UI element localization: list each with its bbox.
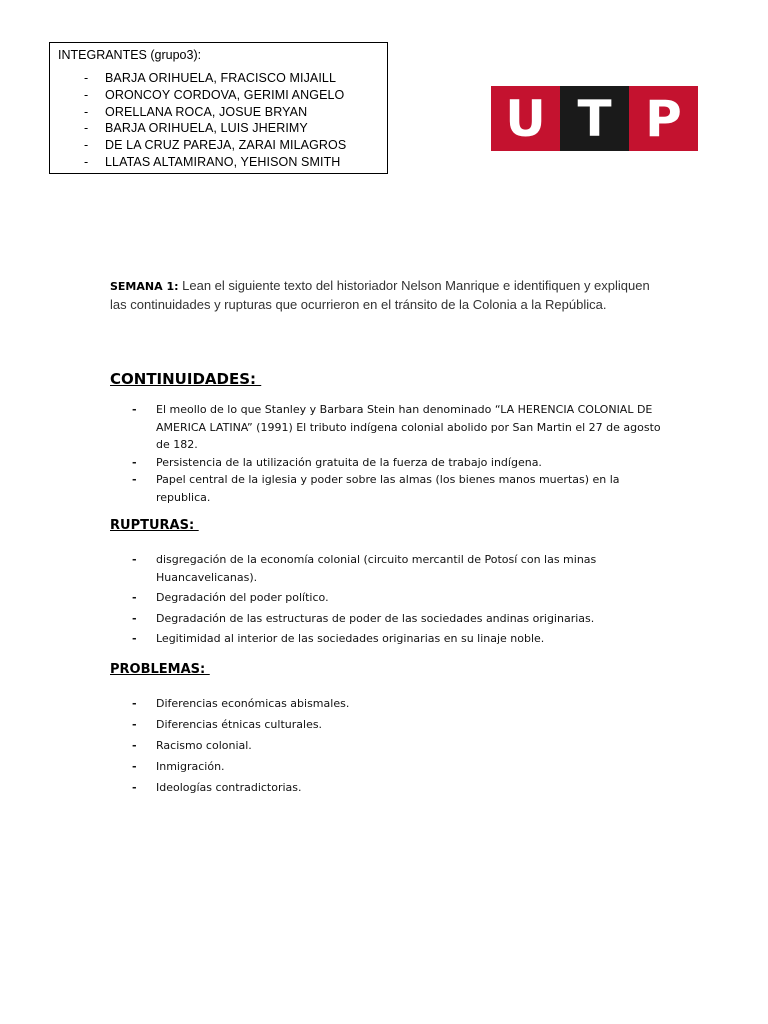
logo-cell-u	[491, 86, 560, 151]
member-bullet: -	[84, 154, 89, 169]
bullet-dash: -	[132, 632, 137, 645]
member-name: ORELLANA ROCA, JOSUE BRYAN	[105, 104, 308, 119]
continuidades-list	[132, 401, 666, 506]
bullet-dash: -	[132, 403, 137, 416]
member-bullet: -	[84, 87, 89, 102]
bullet-dash: -	[132, 781, 137, 794]
bullet-dash: -	[132, 718, 137, 731]
list-item	[132, 758, 666, 776]
item-text: Inmigración.	[156, 760, 225, 773]
item-text: Racismo colonial.	[156, 739, 252, 752]
member-name: ORONCOY CORDOVA, GERIMI ANGELO	[105, 87, 345, 102]
member-item	[58, 154, 387, 171]
rupturas-list	[132, 551, 666, 651]
item-text: Legitimidad al interior de las sociedades originarias en su linaje noble.	[156, 632, 545, 645]
list-item	[132, 551, 666, 586]
member-item	[58, 87, 387, 104]
member-bullet: -	[84, 104, 89, 119]
item-text: Persistencia de la utilización gratuita de la fuerza de trabajo indígena.	[156, 455, 542, 469]
item-text: Degradación del poder político.	[156, 591, 329, 604]
member-name: BARJA ORIHUELA, LUIS JHERIMY	[105, 121, 308, 136]
member-name: LLATAS ALTAMIRANO, YEHISON SMITH	[105, 154, 341, 169]
members-title: INTEGRANTES (grupo3):	[58, 48, 202, 62]
list-item	[132, 610, 666, 628]
list-item	[132, 401, 666, 454]
utp-logo	[491, 86, 698, 151]
bullet-dash: -	[132, 591, 137, 604]
bullet-dash: -	[132, 455, 137, 469]
bullet-dash: -	[132, 473, 137, 486]
logo-letter: U	[505, 89, 546, 148]
member-item	[58, 70, 387, 87]
logo-letter: T	[577, 89, 612, 148]
week-label: SEMANA 1:	[110, 280, 179, 293]
members-list	[58, 70, 387, 171]
item-text: Degradación de las estructuras de poder de las sociedades andinas originarias.	[156, 611, 595, 625]
item-text: Diferencias económicas abismales.	[156, 697, 350, 710]
member-bullet: -	[84, 138, 89, 153]
item-text: disgregación de la economía colonial (circuito mercantil de Potosí con las minas Huancavelicanas).	[156, 553, 597, 584]
list-item	[132, 716, 666, 734]
item-text: El meollo de lo que Stanley y Barbara Stein han denominado “LA HERENCIA COLONIAL DE AMERICA LATINA” (1991) El tributo indígena colonial abolido por San Martin el 27 de agosto de 182.	[156, 403, 661, 451]
bullet-dash: -	[132, 611, 137, 625]
item-text: Papel central de la iglesia y poder sobre las almas (los bienes manos muertas) en la republica.	[156, 473, 620, 504]
member-bullet: -	[84, 71, 89, 85]
list-item	[132, 695, 666, 713]
list-item	[132, 471, 666, 506]
continuidades-heading: CONTINUIDADES:	[110, 370, 262, 388]
logo-cell-t	[560, 86, 629, 151]
problemas-list	[132, 695, 666, 800]
intro-paragraph	[110, 277, 655, 313]
member-bullet: -	[84, 121, 89, 136]
bullet-dash: -	[132, 739, 137, 752]
item-text: Diferencias étnicas culturales.	[156, 718, 323, 731]
list-item	[132, 737, 666, 755]
members-box	[49, 42, 388, 174]
logo-cell-p	[629, 86, 698, 151]
member-name: BARJA ORIHUELA, FRACISCO MIJAILL	[105, 71, 337, 85]
member-item	[58, 104, 387, 121]
list-item	[132, 589, 666, 607]
logo-letter: P	[645, 89, 682, 148]
member-item	[58, 120, 387, 137]
list-item	[132, 454, 666, 472]
member-name: DE LA CRUZ PAREJA, ZARAI MILAGROS	[105, 138, 347, 153]
list-item	[132, 779, 666, 797]
member-item	[58, 137, 387, 154]
problemas-heading: PROBLEMAS:	[110, 662, 210, 677]
bullet-dash: -	[132, 697, 137, 710]
intro-text: Lean el siguiente texto del historiador Nelson Manrique e identifiquen y expliquen las continuidades y rupturas que ocurrieron en el tránsito de la Colonia a la República.	[110, 278, 650, 312]
item-text: Ideologías contradictorias.	[156, 781, 302, 794]
rupturas-heading: RUPTURAS:	[110, 518, 199, 533]
bullet-dash: -	[132, 760, 137, 773]
list-item	[132, 630, 666, 648]
bullet-dash: -	[132, 553, 137, 566]
